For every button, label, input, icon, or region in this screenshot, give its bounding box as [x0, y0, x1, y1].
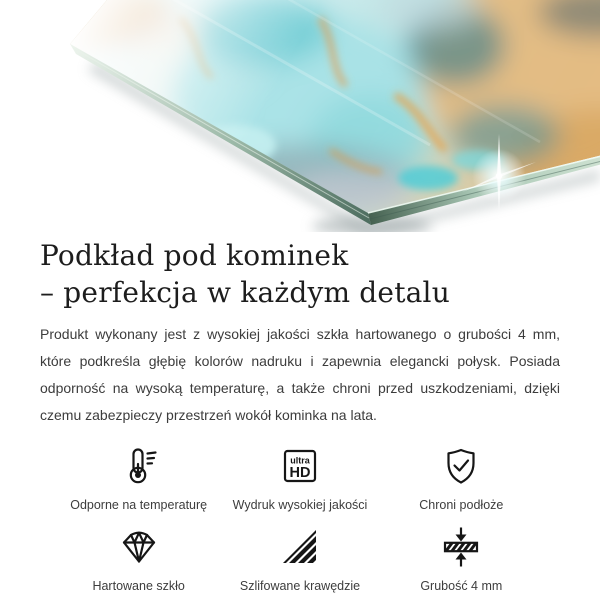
- diamond-icon: [117, 524, 161, 570]
- feature-label: Szlifowane krawędzie: [239, 579, 361, 593]
- feature-protects-floor: [381, 443, 542, 512]
- feature-label: Grubość 4 mm: [420, 579, 503, 593]
- thickness-icon: [439, 524, 483, 570]
- page-title-line1: Podkład pod kominek: [40, 239, 349, 272]
- svg-text:ultra: ultra: [290, 455, 310, 466]
- feature-temperature-resistant: [58, 443, 219, 512]
- thermometer-icon: [117, 443, 161, 489]
- features-grid: [58, 443, 542, 593]
- polished-edges-icon: [278, 524, 322, 570]
- feature-print-quality: [219, 443, 380, 512]
- product-image: [0, 0, 600, 232]
- shield-check-icon: [439, 443, 483, 489]
- svg-text:HD: HD: [289, 465, 311, 481]
- product-info-section: [0, 237, 600, 593]
- ultra-hd-icon: [278, 443, 322, 489]
- feature-thickness: [381, 524, 542, 593]
- feature-label: Chroni podłoże: [419, 498, 504, 512]
- glass-panel-photo: [0, 0, 600, 232]
- product-description: Produkt wykonany jest z wysokiej jakości szkła hartowanego o grubości 4 mm, które podkreśla głębię kolorów nadruku i zapewnia elegancki połysk. Posiada odporność na wysoką temperaturę, a także chroni przed uszkodzeniami, dzięki czemu zabezpieczy przestrzeń wokół kominka na lata.: [40, 326, 560, 423]
- feature-label: Odporne na temperaturę: [70, 498, 208, 512]
- feature-label: Wydruk wysokiej jakości: [232, 498, 368, 512]
- feature-tempered-glass: [58, 524, 219, 593]
- feature-polished-edges: [219, 524, 380, 593]
- feature-label: Hartowane szkło: [92, 579, 185, 593]
- page-title-line2: – perfekcja w każdym detalu: [40, 276, 450, 309]
- page-title: [40, 237, 560, 311]
